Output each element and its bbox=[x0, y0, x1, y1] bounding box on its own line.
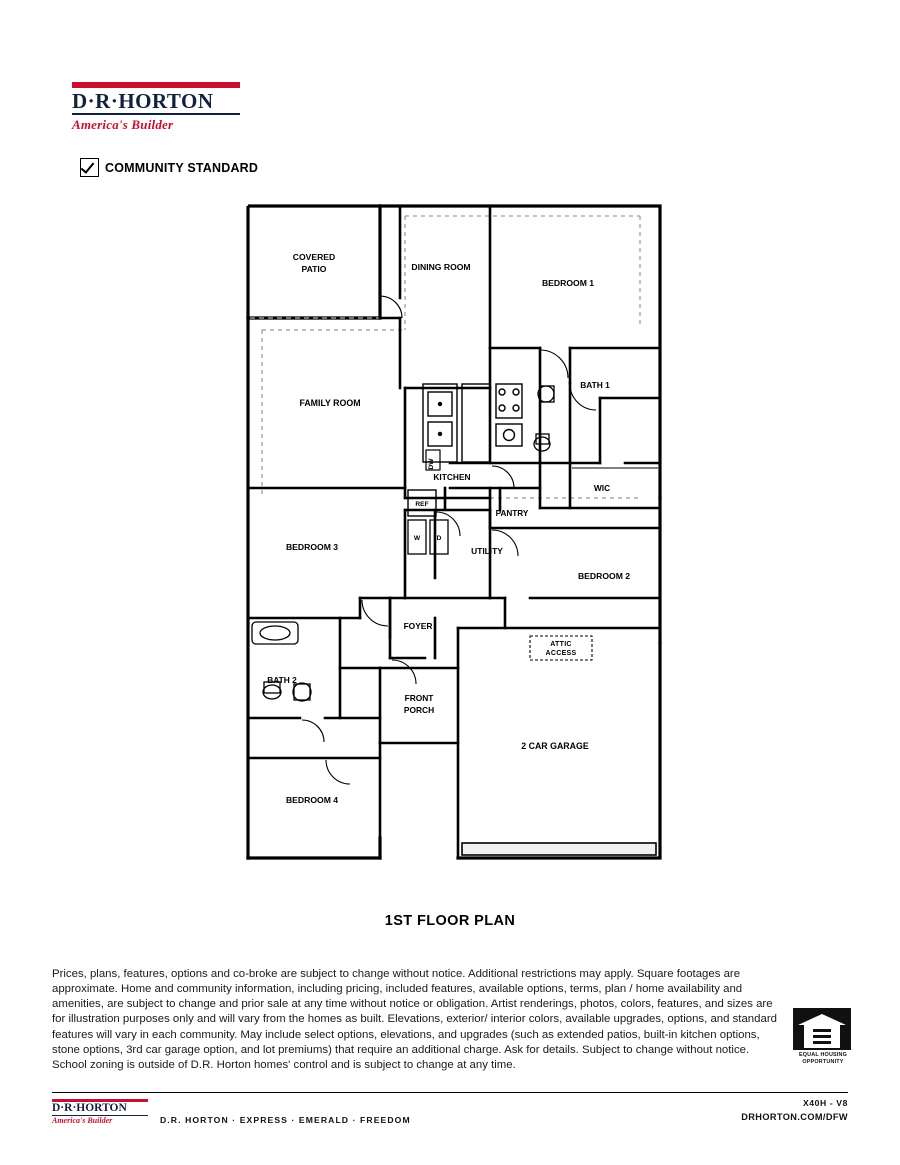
room-label-covered-patio-2: PATIO bbox=[301, 264, 327, 274]
room-label-covered-patio: COVERED bbox=[292, 252, 336, 262]
checkbox-icon[interactable] bbox=[80, 158, 99, 177]
room-label-utility: UTILITY bbox=[471, 546, 503, 556]
room-label-pantry: PANTRY bbox=[495, 509, 529, 518]
appliance-label-dryer: D bbox=[436, 535, 442, 542]
appliance-label-refrigerator: REF bbox=[415, 501, 429, 508]
appliance-label-dishwasher: DW bbox=[428, 458, 435, 470]
room-label-front-porch-2: PORCH bbox=[403, 705, 435, 715]
logo-brand-name: D·R·HORTON bbox=[72, 89, 214, 113]
room-label-family-room: FAMILY ROOM bbox=[299, 398, 361, 408]
room-label-foyer: FOYER bbox=[403, 621, 433, 631]
page-title: 1ST FLOOR PLAN bbox=[384, 913, 516, 929]
community-standard-row bbox=[80, 158, 258, 177]
room-label-kitchen: KITCHEN bbox=[433, 472, 471, 482]
room-label-wic: WIC bbox=[593, 483, 611, 493]
footer-website-url[interactable]: DRHORTON.COM/DFW bbox=[741, 1112, 848, 1122]
footer-brand-family: D.R. HORTON · EXPRESS · EMERALD · FREEDOM bbox=[160, 1115, 411, 1125]
room-label-bath-2: BATH 2 bbox=[267, 675, 297, 685]
room-label-dining-room: DINING ROOM bbox=[411, 262, 471, 272]
footer-logo-brand-name: D·R·HORTON bbox=[52, 1102, 127, 1114]
logo-navy-rule bbox=[72, 113, 240, 115]
dr-horton-logo bbox=[72, 82, 242, 133]
room-label-attic-access-2: ACCESS bbox=[545, 650, 577, 657]
plan-code: X40H - V8 bbox=[802, 1098, 848, 1108]
footer-right-block bbox=[741, 1098, 848, 1122]
room-label-bedroom-2: BEDROOM 2 bbox=[577, 571, 631, 581]
footer-dr-horton-logo bbox=[52, 1099, 172, 1125]
room-label-bath-1: BATH 1 bbox=[580, 380, 610, 390]
equal-housing-opportunity-logo bbox=[793, 1008, 853, 1066]
logo-tagline: America's Builder bbox=[72, 117, 174, 133]
eho-line-1: EQUAL HOUSING bbox=[798, 1052, 848, 1058]
room-label-bedroom-1: BEDROOM 1 bbox=[541, 278, 595, 288]
room-label-two-car-garage: 2 CAR GARAGE bbox=[521, 741, 589, 751]
disclaimer-text: Prices, plans, features, options and co-broke are subject to change without notice. Additional restrictions may apply. Square footages are approximate. Home and community information, including pricing, included features, available options, terms, plan / home availability and amenities, are subject to change and prior sale at any time without notice or obligation. Artist renderings, photos, colors, features, and sizes are for illustration purposes only and will vary from the homes as built. Elevations, exterior/ interior colors, available upgrades, options, and standard features will vary in each community. May include select options, elevations, and upgrades (such as extended patios, built-in kitchen options, stone options, 3rd car garage option, and lot premiums) that require an additional charge. Ask for details. Subject to change without notice. School zoning is outside of D.R. Horton homes' control and is subject to change at any time. bbox=[52, 968, 777, 1071]
footer-logo-tagline: America's Builder bbox=[52, 1115, 113, 1125]
footer-divider bbox=[52, 1092, 848, 1093]
eho-line-2: OPPORTUNITY bbox=[802, 1058, 844, 1065]
room-label-attic-access: ATTIC bbox=[550, 641, 572, 648]
room-label-bedroom-3: BEDROOM 3 bbox=[285, 542, 339, 552]
floor-plan-drawing bbox=[240, 198, 670, 868]
community-standard-label: COMMUNITY STANDARD bbox=[105, 160, 259, 175]
appliance-label-washer: W bbox=[413, 535, 421, 542]
room-label-front-porch: FRONT bbox=[404, 693, 434, 703]
eho-house-icon bbox=[793, 1008, 851, 1050]
room-label-bedroom-4: BEDROOM 4 bbox=[285, 795, 339, 805]
